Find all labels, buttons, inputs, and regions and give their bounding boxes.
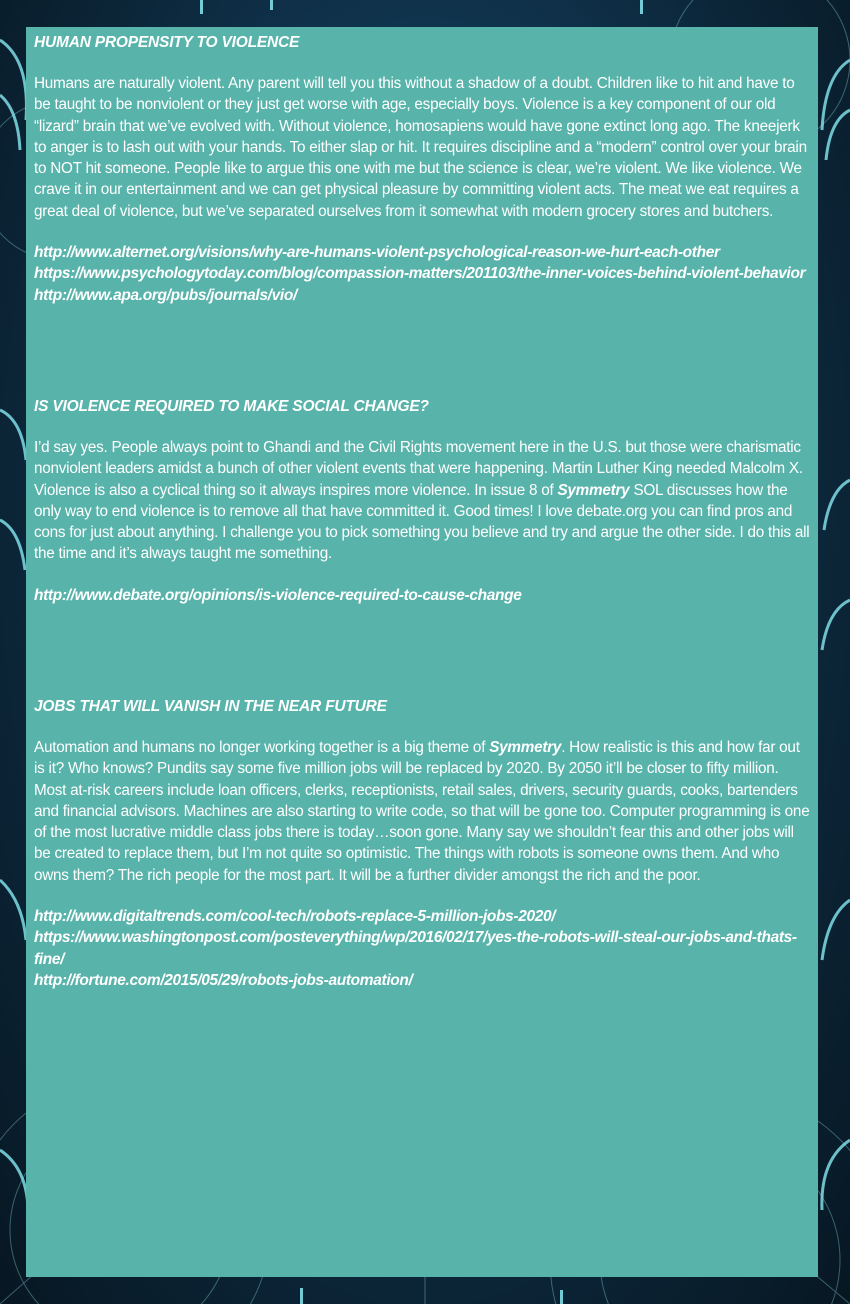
section-heading: IS VIOLENCE REQUIRED TO MAKE SOCIAL CHANGE? — [34, 398, 429, 415]
reference-link[interactable]: http://www.apa.org/pubs/journals/vio/ — [34, 286, 297, 304]
reference-link[interactable]: https://www.psychologytoday.com/blog/compassion-matters/201103/the-inner-voices-behind-violent-behavior — [34, 265, 806, 283]
section-human-propensity — [34, 32, 812, 306]
reference-links — [34, 242, 812, 306]
section-paragraph: Humans are naturally violent. Any parent will tell you this without a shadow of a doubt. Children like to hit and have to be taught to be nonviolent or they just get worse with age, especially boys. Violence is a key component of our old “lizard” brain that we’ve evolved with. Without violence, homosapiens would have gone extinct long ago. The kneejerk to anger is to lash out with your hands. To either slap or hit. It requires discipline and a “modern” control over your brain to NOT hit someone. People like to argue this one with me but the science is clear, we’re violent. We like violence. We crave it in our entertainment and we can get physical pleasure by committing violent acts. The meat we eat requires a great deal of violence, but we’ve separated ourselves from it somewhat with modern grocery stores and butchers. — [34, 75, 807, 220]
paragraph-text: I’d say yes. People always point to Ghandi and the Civil Rights movement here in the U.S. but those were charismatic nonviolent leaders amidst a bunch of other violent events that were happening. Martin Luther King needed Malcolm X. Violence is also a cyclical thing so it always inspires more violence. In issue 8 of — [34, 439, 803, 499]
reference-links — [34, 585, 812, 606]
reference-link[interactable]: http://www.debate.org/opinions/is-violence-required-to-cause-change — [34, 586, 522, 604]
section-paragraph — [34, 737, 812, 886]
paragraph-text: Automation and humans no longer working together is a big theme of — [34, 739, 490, 756]
symmetry-title: Symmetry — [489, 739, 562, 756]
paragraph-text: . How realistic is this and how far out is it? Who knows? Pundits say some five million jobs will be replaced by 2020. By 2050 it’ll be closer to fifty million. Most at-risk careers include loan officers, clerks, receptionists, retail sales, drivers, security guards, cooks, bartenders and financial advisors. Machines are also starting to write code, so that will be gone too. Computer programming is one of the most lucrative middle class jobs there is today…soon gone. Many say we shouldn’t fear this and other jobs will be created to replace them, but I’m not quite so optimistic. The things with robots is someone owns them. And who owns them? The rich people for the most part. It will be a further divider amongst the rich and the poor. — [34, 739, 810, 884]
section-paragraph — [34, 437, 812, 565]
symmetry-title: Symmetry — [557, 481, 630, 499]
section-vanishing-jobs — [34, 696, 812, 991]
reference-link[interactable]: https://www.washingtonpost.com/posteverything/wp/2016/02/17/yes-the-robots-will-steal-our-jobs-and-thats-fine/ — [34, 929, 797, 968]
article-panel — [26, 27, 818, 1277]
section-social-change — [34, 396, 812, 606]
reference-link[interactable]: http://www.alternet.org/visions/why-are-humans-violent-psychological-reason-we-hurt-each-other — [34, 244, 720, 262]
reference-link[interactable]: http://fortune.com/2015/05/29/robots-jobs-automation/ — [34, 971, 413, 989]
section-heading: HUMAN PROPENSITY TO VIOLENCE — [34, 34, 300, 51]
paragraph-text: SOL discusses how the only way to end violence is to remove all that have committed it. Good times! I love debate.org you can find pros and cons for just about anything. I challenge you to pick something you believe and try and argue the other side. I do this all the time and it’s always taught me something. — [34, 481, 810, 563]
reference-links — [34, 906, 812, 991]
section-heading: JOBS THAT WILL VANISH IN THE NEAR FUTURE — [34, 698, 387, 715]
reference-link[interactable]: http://www.digitaltrends.com/cool-tech/robots-replace-5-million-jobs-2020/ — [34, 908, 556, 926]
